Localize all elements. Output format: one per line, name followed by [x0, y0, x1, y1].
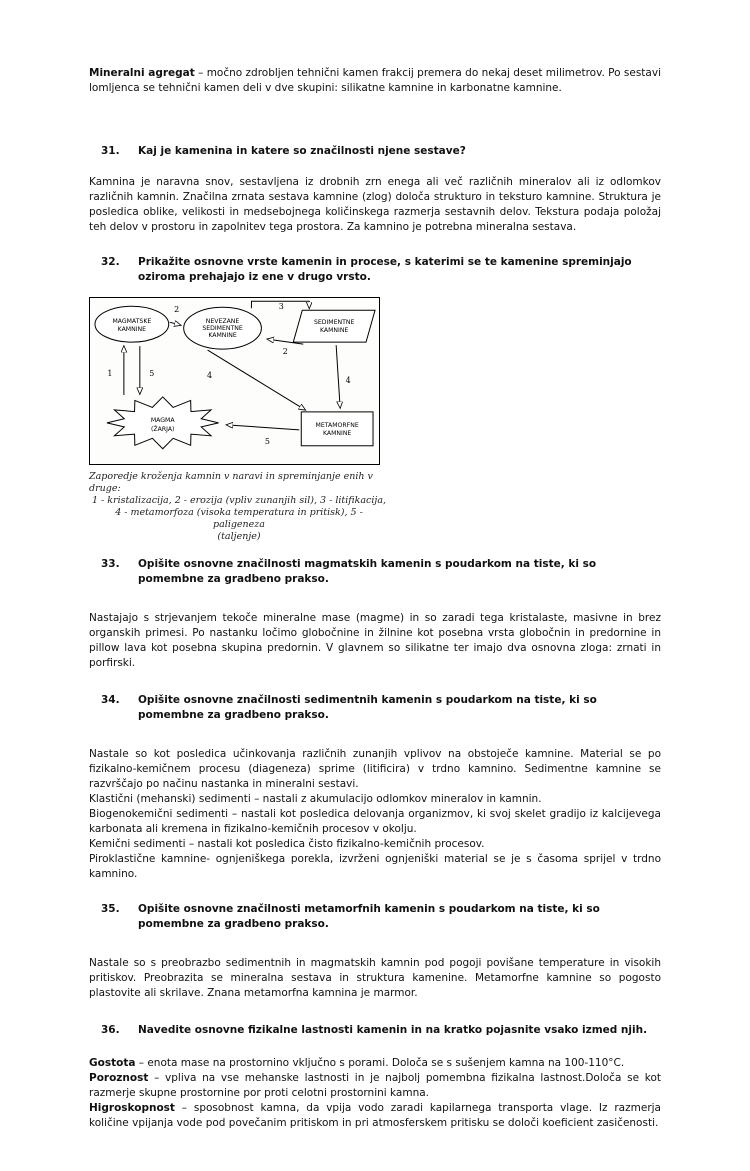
- arrow-label-5b: 5: [264, 436, 270, 446]
- question-31-number: 31.: [101, 145, 120, 157]
- question-31: [101, 144, 661, 159]
- question-34: [101, 693, 661, 723]
- node-magmatske-label-1: MAGMATSKE: [112, 318, 152, 326]
- question-36: [101, 1023, 661, 1038]
- arrow-label-2b: 2: [282, 347, 288, 357]
- text-gostota: – enota mase na prostornino vključno s porami. Določa se s sušenjem kamna na 100-110°C.: [135, 1057, 625, 1069]
- term-gostota: Gostota: [89, 1057, 136, 1069]
- question-33-title: Opišite osnovne značilnosti magmatskih kamenin s poudarkom na tiste, ki so pomembne za gradbeno prakso.: [138, 558, 597, 585]
- answer-34-paragraph-3: Biogenokemični sedimenti – nastali kot posledica delovanja organizmov, ki svoj skelet gradijo iz kalcijevega karbonata ali kremena in fizikalno-kemičnih procesov v okolju.: [89, 808, 661, 835]
- term-poroznost: Poroznost: [89, 1072, 149, 1084]
- arrow-label-3: 3: [278, 302, 284, 312]
- arrow-metamorfoza-nevezane-to-metamorfne: [208, 350, 306, 410]
- node-sedimentne-label-1: SEDIMENTNE: [313, 319, 355, 327]
- arrow-label-1: 1: [107, 369, 113, 379]
- rock-cycle-figure: [90, 298, 379, 464]
- arrow-label-2a: 2: [174, 305, 180, 315]
- answer-36-gostota: [89, 1056, 661, 1071]
- arrow-erosion-magmatske-to-nevezane: [170, 322, 181, 325]
- question-32: [101, 255, 661, 285]
- question-34-number: 34.: [101, 694, 120, 706]
- question-36-number: 36.: [101, 1024, 120, 1036]
- arrow-label-4a: 4: [207, 371, 213, 381]
- intro-paragraph: [89, 66, 661, 96]
- answer-34-paragraph-2: Klastični (mehanski) sedimenti – nastali z akumulacijo odlomkov mineralov in kamnin.: [89, 793, 542, 805]
- caption-line-3: 4 - metamorfoza (visoka temperatura in pritisk), 5 - paligeneza: [115, 507, 363, 530]
- question-35: [101, 902, 661, 932]
- answer-35: Nastale so s preobrazbo sedimentnih in magmatskih kamnin pod pogoji povišane temperature in visokih pritiskov. Preobrazita se mineralna sestava in struktura kamenine. Metamorfne kamnine so pogosto plastovite ali skrilave. Znana metamorfna kamnina je marmor.: [89, 957, 661, 999]
- question-35-title: Opišite osnovne značilnosti metamorfnih kamenin s poudarkom na tiste, ki so pomembne za gradbeno prakso.: [138, 903, 600, 930]
- node-nevezane-label-3: KAMNINE: [208, 332, 237, 340]
- node-nevezane-label-1: NEVEZANE: [205, 318, 240, 326]
- question-32-title: Prikažite osnovne vrste kamenin in procese, s katerimi se te kamenine spreminjajo oziroma prehajajo iz ene v drugo vrsto.: [138, 256, 632, 283]
- node-magma-label-1: MAGMA: [150, 416, 175, 424]
- question-33: [101, 557, 661, 587]
- arrow-label-5a: 5: [149, 369, 155, 379]
- node-magmatske-label-2: KAMNINE: [117, 326, 147, 334]
- text-poroznost: – vpliva na vse mehanske lastnosti in je najbolj pomembna fizikalna lastnost.Določa se kot razmerje skupne prostornine por proti celotni prostornini kamna.: [89, 1072, 661, 1099]
- answer-33: Nastajajo s strjevanjem tekoče mineralne mase (magme) in so zaradi tega kristalaste, masivne in brez organskih primesi. Po nastanku ločimo globočnine in žilnine kot posebna vrsta globočnin in predornine in pillow lava kot posebna skupina predornin. V glavnem so silikatne ter imajo dva osnovna zloga: zrnati in porfirski.: [89, 612, 661, 669]
- arrow-metamorfoza-sedimentne-to-metamorfne: [336, 345, 340, 408]
- answer-34-paragraph-1: Nastale so kot posledica učinkovanja različnih zunanjih vplivov na obstoječe kamnine. Material se po fizikalno-kemičnem procesu (diageneza) sprime (litificira) v trdno kamnino. Sedimentne kamnine se razvrščajo po načinu nastanka in mineralni sestavi.: [89, 748, 661, 790]
- arrow-label-4b: 4: [345, 375, 351, 385]
- caption-line-1: Zaporedje kroženja kamnin v naravi in spreminjanje enih v druge:: [89, 471, 373, 494]
- question-34-title: Opišite osnovne značilnosti sedimentnih kamenin s poudarkom na tiste, ki so pomembne za gradbeno prakso.: [138, 694, 597, 721]
- answer-34-paragraph-4: Kemični sedimenti – nastali kot posledica čisto fizikalno-kemičnih procesov.: [89, 838, 485, 850]
- intro-text: – močno zdrobljen tehnični kamen frakcij premera do nekaj deset milimetrov. Po sestavi lomljenca se tehnični kamen deli v dve skupini: silikatne kamnine in karbonatne kamnine.: [89, 67, 661, 94]
- intro-term: Mineralni agregat: [89, 67, 195, 79]
- node-magma-label-2: (ŽARJA): [151, 425, 175, 433]
- answer-36-poroznost: [89, 1071, 661, 1101]
- question-33-number: 33.: [101, 558, 120, 570]
- rock-cycle-diagram: [89, 297, 380, 465]
- answer-36: [89, 1056, 661, 1131]
- diagram-caption: [89, 471, 389, 543]
- node-metamorfne-label-1: METAMORFNE: [315, 421, 359, 429]
- answer-34: [89, 747, 661, 882]
- text-higroskopnost: – sposobnost kamna, da vpija vodo zaradi kapilarnega transporta vlage. Iz razmerja količine vpijanja vode pod povečanim pritiskom in pri atmosferskem pritisku se določi koeficient zasičenosti.: [89, 1102, 661, 1129]
- question-32-number: 32.: [101, 256, 120, 268]
- answer-36-higroskopnost: [89, 1101, 661, 1131]
- caption-line-4: (taljenje): [217, 531, 261, 542]
- node-metamorfne-label-2: KAMNINE: [322, 429, 352, 437]
- answer-34-paragraph-5: Piroklastične kamnine- ognjeniškega porekla, izvrženi ognjeniški material se je s časoma sprijel v trdno kamnino.: [89, 853, 661, 880]
- node-sedimentne-label-2: KAMNINE: [319, 327, 349, 335]
- question-36-title: Navedite osnovne fizikalne lastnosti kamenin in na kratko pojasnite vsako izmed njih.: [138, 1024, 648, 1036]
- answer-31: Kamnina je naravna snov, sestavljena iz drobnih zrn enega ali več različnih mineralov ali iz odlomkov različnih kamnin. Značilna zrnata sestava kamnine (zlog) določa strukturo in teksturo kamnine. Struktura je posledica oblike, velikosti in medsebojnega količinskega razmerja sestavnih delov. Tekstura podaja položaj teh delov v prostoru in zapolnitev tega prostora. Za kamnino je potrebna mineralna sestava.: [89, 176, 661, 233]
- arrow-paligeneza-metamorfne-to-magma: [227, 425, 300, 430]
- term-higroskopnost: Higroskopnost: [89, 1102, 175, 1114]
- node-nevezane-label-2: SEDIMENTNE: [202, 325, 243, 333]
- question-35-number: 35.: [101, 903, 120, 915]
- caption-line-2: 1 - kristalizacija, 2 - erozija (vpliv zunanjih sil), 3 - litifikacija,: [91, 495, 387, 506]
- question-31-title: Kaj je kamenina in katere so značilnosti njene sestave?: [138, 145, 466, 157]
